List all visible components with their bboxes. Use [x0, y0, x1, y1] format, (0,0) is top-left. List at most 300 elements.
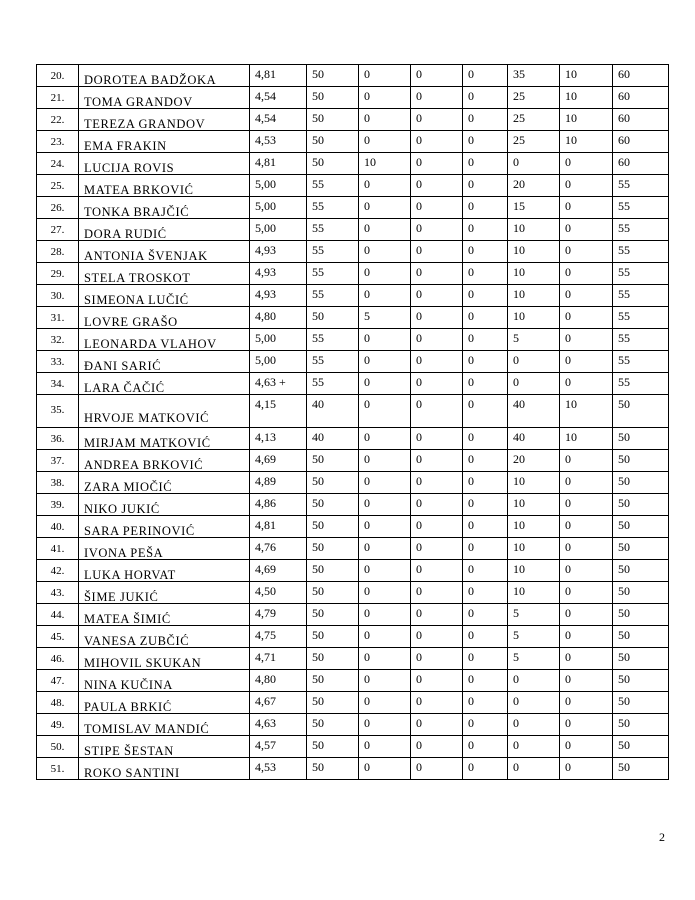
points-cell: 0	[359, 604, 411, 626]
rank-cell: 51.	[37, 758, 79, 780]
points-cell: 0	[359, 648, 411, 670]
table-row	[37, 450, 669, 472]
points-cell: 0	[359, 428, 411, 450]
student-name-cell: MATEA BRKOVIĆ	[79, 175, 250, 197]
points-cell: 0	[411, 626, 463, 648]
points-cell: 0	[359, 87, 411, 109]
grade-cell: 5,00	[250, 175, 307, 197]
points-cell: 0	[560, 197, 613, 219]
total-cell: 50	[613, 494, 669, 516]
points-cell: 0	[560, 219, 613, 241]
total-cell: 50	[613, 604, 669, 626]
points-cell: 0	[560, 241, 613, 263]
points-cell: 0	[560, 263, 613, 285]
points-cell: 0	[560, 516, 613, 538]
points-cell: 0	[411, 758, 463, 780]
points-cell: 5	[508, 648, 560, 670]
points-cell: 0	[411, 131, 463, 153]
points-cell: 0	[560, 175, 613, 197]
points-cell: 0	[359, 329, 411, 351]
points-cell: 0	[560, 582, 613, 604]
points-cell: 0	[359, 285, 411, 307]
rank-cell: 28.	[37, 241, 79, 263]
grade-cell: 5,00	[250, 329, 307, 351]
total-cell: 50	[613, 714, 669, 736]
rank-cell: 40.	[37, 516, 79, 538]
points-cell: 0	[463, 285, 508, 307]
total-cell: 55	[613, 351, 669, 373]
grade-cell: 4,81	[250, 516, 307, 538]
points-cell: 0	[463, 538, 508, 560]
grade-cell: 5,00	[250, 219, 307, 241]
points-cell: 0	[359, 131, 411, 153]
rank-cell: 35.	[37, 395, 79, 428]
rank-cell: 39.	[37, 494, 79, 516]
points-cell: 0	[463, 241, 508, 263]
table-row	[37, 714, 669, 736]
total-cell: 50	[613, 736, 669, 758]
points-cell: 0	[560, 153, 613, 175]
points-cell: 0	[411, 736, 463, 758]
points-cell: 50	[307, 65, 359, 87]
student-name-cell: DORA RUDIĆ	[79, 219, 250, 241]
grade-cell: 4,54	[250, 109, 307, 131]
points-cell: 0	[359, 197, 411, 219]
total-cell: 60	[613, 109, 669, 131]
student-name-cell: MIHOVIL SKUKAN	[79, 648, 250, 670]
table-row	[37, 351, 669, 373]
points-cell: 0	[359, 395, 411, 428]
points-cell: 0	[411, 373, 463, 395]
points-cell: 0	[463, 516, 508, 538]
grade-cell: 4,93	[250, 263, 307, 285]
points-cell: 55	[307, 329, 359, 351]
table-row	[37, 582, 669, 604]
table-row	[37, 109, 669, 131]
points-cell: 50	[307, 450, 359, 472]
points-cell: 0	[411, 714, 463, 736]
table-row	[37, 604, 669, 626]
points-cell: 0	[463, 450, 508, 472]
points-cell: 50	[307, 538, 359, 560]
table-row	[37, 329, 669, 351]
points-cell: 10	[508, 560, 560, 582]
student-name-cell: TEREZA GRANDOV	[79, 109, 250, 131]
table-row	[37, 197, 669, 219]
table-row	[37, 153, 669, 175]
rank-cell: 38.	[37, 472, 79, 494]
rank-cell: 29.	[37, 263, 79, 285]
points-cell: 20	[508, 175, 560, 197]
rank-cell: 42.	[37, 560, 79, 582]
student-name-cell: ĐANI SARIĆ	[79, 351, 250, 373]
points-cell: 0	[411, 351, 463, 373]
total-cell: 50	[613, 450, 669, 472]
points-cell: 0	[359, 736, 411, 758]
points-cell: 10	[560, 131, 613, 153]
points-cell: 50	[307, 626, 359, 648]
points-cell: 50	[307, 714, 359, 736]
student-name-cell: TONKA BRAJČIĆ	[79, 197, 250, 219]
points-cell: 0	[411, 153, 463, 175]
points-cell: 10	[560, 395, 613, 428]
points-cell: 0	[463, 131, 508, 153]
points-cell: 0	[359, 263, 411, 285]
points-cell: 0	[411, 692, 463, 714]
student-name-cell: DOROTEA BADŽOKA	[79, 65, 250, 87]
points-cell: 0	[463, 263, 508, 285]
points-cell: 0	[463, 87, 508, 109]
grade-cell: 4,53	[250, 131, 307, 153]
points-cell: 40	[307, 428, 359, 450]
points-cell: 50	[307, 307, 359, 329]
grade-cell: 4,13	[250, 428, 307, 450]
points-cell: 0	[560, 450, 613, 472]
points-cell: 0	[508, 153, 560, 175]
points-cell: 0	[560, 758, 613, 780]
table-row	[37, 65, 669, 87]
total-cell: 50	[613, 692, 669, 714]
points-cell: 25	[508, 131, 560, 153]
grade-cell: 4,93	[250, 241, 307, 263]
points-cell: 50	[307, 648, 359, 670]
student-name-cell: MATEA ŠIMIĆ	[79, 604, 250, 626]
student-name-cell: LUCIJA ROVIS	[79, 153, 250, 175]
table-row	[37, 428, 669, 450]
points-cell: 0	[463, 351, 508, 373]
points-cell: 0	[560, 626, 613, 648]
points-cell: 0	[560, 692, 613, 714]
points-cell: 50	[307, 604, 359, 626]
rank-cell: 36.	[37, 428, 79, 450]
rank-cell: 43.	[37, 582, 79, 604]
student-name-cell: EMA FRAKIN	[79, 131, 250, 153]
points-cell: 0	[411, 285, 463, 307]
table-row	[37, 670, 669, 692]
points-cell: 10	[560, 65, 613, 87]
grade-cell: 4,54	[250, 87, 307, 109]
grade-cell: 4,79	[250, 604, 307, 626]
points-cell: 0	[411, 450, 463, 472]
points-cell: 50	[307, 758, 359, 780]
table-row	[37, 131, 669, 153]
points-cell: 55	[307, 285, 359, 307]
points-cell: 0	[359, 175, 411, 197]
points-cell: 10	[560, 428, 613, 450]
grade-cell: 4,63	[250, 714, 307, 736]
points-cell: 0	[411, 472, 463, 494]
points-cell: 50	[307, 736, 359, 758]
points-cell: 0	[560, 329, 613, 351]
points-cell: 0	[411, 87, 463, 109]
grade-cell: 4,81	[250, 65, 307, 87]
rank-cell: 50.	[37, 736, 79, 758]
rank-cell: 23.	[37, 131, 79, 153]
student-name-cell: LOVRE GRAŠO	[79, 307, 250, 329]
points-cell: 0	[508, 736, 560, 758]
points-cell: 5	[359, 307, 411, 329]
points-cell: 55	[307, 197, 359, 219]
rank-cell: 25.	[37, 175, 79, 197]
points-cell: 10	[508, 472, 560, 494]
points-cell: 0	[560, 472, 613, 494]
points-cell: 0	[560, 307, 613, 329]
rank-cell: 37.	[37, 450, 79, 472]
total-cell: 55	[613, 373, 669, 395]
grade-cell: 5,00	[250, 351, 307, 373]
student-name-cell: PAULA BRKIĆ	[79, 692, 250, 714]
table-row	[37, 692, 669, 714]
points-cell: 50	[307, 670, 359, 692]
points-cell: 0	[508, 670, 560, 692]
total-cell: 55	[613, 175, 669, 197]
points-cell: 40	[307, 395, 359, 428]
points-cell: 50	[307, 560, 359, 582]
points-cell: 0	[463, 175, 508, 197]
table-row	[37, 516, 669, 538]
table-row	[37, 307, 669, 329]
rank-cell: 46.	[37, 648, 79, 670]
table-row	[37, 560, 669, 582]
total-cell: 50	[613, 538, 669, 560]
points-cell: 0	[359, 109, 411, 131]
points-cell: 0	[463, 736, 508, 758]
points-cell: 10	[508, 219, 560, 241]
points-cell: 0	[463, 109, 508, 131]
grade-cell: 4,80	[250, 307, 307, 329]
points-cell: 0	[560, 714, 613, 736]
points-cell: 0	[463, 494, 508, 516]
total-cell: 60	[613, 87, 669, 109]
points-cell: 0	[359, 560, 411, 582]
points-cell: 0	[463, 714, 508, 736]
table-row	[37, 87, 669, 109]
points-cell: 0	[411, 582, 463, 604]
points-cell: 10	[508, 241, 560, 263]
points-cell: 0	[463, 65, 508, 87]
grade-cell: 4,89	[250, 472, 307, 494]
points-cell: 5	[508, 626, 560, 648]
table-row	[37, 175, 669, 197]
table-row	[37, 494, 669, 516]
student-name-cell: SARA PERINOVIĆ	[79, 516, 250, 538]
points-cell: 50	[307, 516, 359, 538]
student-name-cell: SIMEONA LUČIĆ	[79, 285, 250, 307]
points-cell: 25	[508, 109, 560, 131]
table-row	[37, 285, 669, 307]
points-cell: 0	[359, 758, 411, 780]
points-cell: 0	[411, 241, 463, 263]
rank-cell: 32.	[37, 329, 79, 351]
grade-cell: 4,75	[250, 626, 307, 648]
points-cell: 35	[508, 65, 560, 87]
points-cell: 50	[307, 692, 359, 714]
total-cell: 50	[613, 472, 669, 494]
total-cell: 50	[613, 582, 669, 604]
table-row	[37, 538, 669, 560]
points-cell: 0	[560, 560, 613, 582]
rank-cell: 47.	[37, 670, 79, 692]
points-cell: 10	[508, 516, 560, 538]
points-cell: 55	[307, 241, 359, 263]
points-cell: 55	[307, 219, 359, 241]
table-row	[37, 263, 669, 285]
total-cell: 55	[613, 285, 669, 307]
grade-cell: 4,86	[250, 494, 307, 516]
table-row	[37, 472, 669, 494]
rank-cell: 27.	[37, 219, 79, 241]
points-cell: 0	[463, 692, 508, 714]
grade-cell: 4,57	[250, 736, 307, 758]
points-cell: 55	[307, 373, 359, 395]
points-cell: 50	[307, 131, 359, 153]
rank-cell: 31.	[37, 307, 79, 329]
grade-cell: 4,69	[250, 560, 307, 582]
rank-cell: 26.	[37, 197, 79, 219]
rank-cell: 20.	[37, 65, 79, 87]
rank-cell: 21.	[37, 87, 79, 109]
rank-cell: 34.	[37, 373, 79, 395]
points-cell: 0	[411, 219, 463, 241]
points-cell: 0	[463, 395, 508, 428]
points-cell: 10	[508, 307, 560, 329]
total-cell: 60	[613, 131, 669, 153]
points-cell: 0	[463, 307, 508, 329]
points-cell: 50	[307, 153, 359, 175]
points-cell: 0	[411, 604, 463, 626]
table-row	[37, 373, 669, 395]
points-cell: 0	[411, 395, 463, 428]
points-cell: 0	[560, 736, 613, 758]
student-name-cell: STIPE ŠESTAN	[79, 736, 250, 758]
rank-cell: 24.	[37, 153, 79, 175]
table-row	[37, 241, 669, 263]
points-cell: 0	[463, 329, 508, 351]
points-cell: 40	[508, 428, 560, 450]
points-cell: 0	[411, 494, 463, 516]
student-name-cell: VANESA ZUBČIĆ	[79, 626, 250, 648]
total-cell: 55	[613, 219, 669, 241]
grade-cell: 4,63 +	[250, 373, 307, 395]
student-name-cell: IVONA PEŠA	[79, 538, 250, 560]
page-number: 2	[659, 830, 665, 844]
points-cell: 0	[560, 373, 613, 395]
grade-cell: 4,93	[250, 285, 307, 307]
points-cell: 0	[359, 373, 411, 395]
total-cell: 50	[613, 516, 669, 538]
points-cell: 0	[463, 604, 508, 626]
student-name-cell: NIKO JUKIĆ	[79, 494, 250, 516]
points-cell: 0	[411, 538, 463, 560]
points-cell: 10	[508, 494, 560, 516]
student-name-cell: NINA KUČINA	[79, 670, 250, 692]
points-cell: 0	[411, 197, 463, 219]
points-cell: 0	[359, 670, 411, 692]
total-cell: 50	[613, 626, 669, 648]
table-row	[37, 736, 669, 758]
points-cell: 0	[508, 351, 560, 373]
points-cell: 0	[411, 65, 463, 87]
total-cell: 55	[613, 307, 669, 329]
points-cell: 50	[307, 87, 359, 109]
student-name-cell: TOMISLAV MANDIĆ	[79, 714, 250, 736]
points-cell: 55	[307, 175, 359, 197]
total-cell: 50	[613, 560, 669, 582]
points-cell: 0	[508, 714, 560, 736]
points-cell: 55	[307, 263, 359, 285]
grade-cell: 4,50	[250, 582, 307, 604]
points-cell: 0	[359, 692, 411, 714]
points-cell: 15	[508, 197, 560, 219]
points-cell: 0	[560, 285, 613, 307]
rank-cell: 41.	[37, 538, 79, 560]
table-row	[37, 648, 669, 670]
total-cell: 50	[613, 670, 669, 692]
points-cell: 0	[411, 263, 463, 285]
grade-cell: 4,71	[250, 648, 307, 670]
total-cell: 50	[613, 395, 669, 428]
points-cell: 50	[307, 109, 359, 131]
points-cell: 0	[463, 219, 508, 241]
points-cell: 10	[508, 538, 560, 560]
total-cell: 50	[613, 648, 669, 670]
student-name-cell: ZARA MIOČIĆ	[79, 472, 250, 494]
points-cell: 0	[560, 494, 613, 516]
points-cell: 0	[560, 604, 613, 626]
points-cell: 0	[463, 758, 508, 780]
rank-cell: 22.	[37, 109, 79, 131]
points-cell: 0	[359, 516, 411, 538]
grade-cell: 4,53	[250, 758, 307, 780]
points-cell: 0	[463, 560, 508, 582]
points-cell: 40	[508, 395, 560, 428]
points-cell: 0	[359, 219, 411, 241]
points-cell: 50	[307, 582, 359, 604]
points-cell: 0	[463, 648, 508, 670]
student-name-cell: ANDREA BRKOVIĆ	[79, 450, 250, 472]
points-cell: 55	[307, 351, 359, 373]
rank-cell: 44.	[37, 604, 79, 626]
points-cell: 0	[560, 670, 613, 692]
points-cell: 0	[463, 197, 508, 219]
points-cell: 0	[411, 329, 463, 351]
student-name-cell: LARA ČAČIĆ	[79, 373, 250, 395]
points-cell: 0	[560, 351, 613, 373]
points-cell: 0	[411, 428, 463, 450]
points-cell: 0	[463, 670, 508, 692]
total-cell: 55	[613, 197, 669, 219]
rank-cell: 30.	[37, 285, 79, 307]
points-cell: 0	[359, 472, 411, 494]
points-cell: 0	[359, 582, 411, 604]
points-cell: 10	[560, 109, 613, 131]
rank-cell: 48.	[37, 692, 79, 714]
points-cell: 0	[411, 648, 463, 670]
student-name-cell: ŠIME JUKIĆ	[79, 582, 250, 604]
total-cell: 50	[613, 758, 669, 780]
points-cell: 5	[508, 329, 560, 351]
ranking-table	[36, 64, 669, 780]
points-cell: 5	[508, 604, 560, 626]
points-cell: 0	[463, 428, 508, 450]
points-cell: 0	[411, 670, 463, 692]
student-name-cell: STELA TROSKOT	[79, 263, 250, 285]
total-cell: 60	[613, 153, 669, 175]
points-cell: 10	[359, 153, 411, 175]
total-cell: 55	[613, 241, 669, 263]
points-cell: 0	[359, 626, 411, 648]
points-cell: 0	[508, 692, 560, 714]
